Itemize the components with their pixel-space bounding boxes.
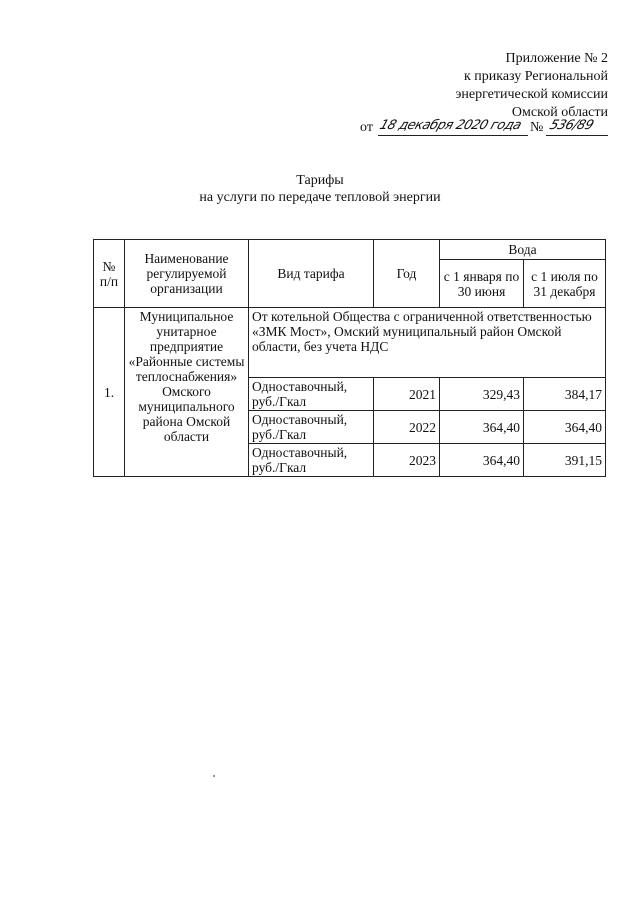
tariff-table [93,239,606,477]
header-organization: Наименование регулируемой организации [125,240,249,308]
number-underline [546,135,608,136]
scan-speck [213,775,215,777]
header-period-1: с 1 января по 30 июня [440,260,524,308]
row-number: 1. [94,308,125,477]
order-from-label: от [360,120,373,135]
header-water: Вода [440,240,606,260]
title-line: Тарифы [296,173,344,188]
year-cell: 2023 [374,444,440,477]
subtitle-line: на услуги по передаче тепловой энергии [199,190,441,205]
appendix-line: энергетической комиссии [455,87,608,102]
value-cell-h1: 364,40 [440,444,524,477]
appendix-header [308,50,608,122]
order-reference [360,118,620,140]
appendix-line: Приложение № 2 [505,51,608,66]
value-cell-h1: 329,43 [440,378,524,411]
tariff-type-cell: Одноставочный, руб./Гкал [249,411,374,444]
tariff-type-cell: Одноставочный, руб./Гкал [249,444,374,477]
header-tariff-type: Вид тарифа [249,240,374,308]
header-year: Год [374,240,440,308]
order-number-label: № [530,120,544,135]
tariff-type-cell: Одноставочный, руб./Гкал [249,378,374,411]
handwritten-number: 536/89 [547,118,596,133]
organization-name: Муниципальное унитарное предприятие «Районные системы теплоснабжения» Омского муниципального района Омской области [125,308,249,477]
date-underline [378,135,528,136]
handwritten-date: 18 декабря 2020 года [377,118,524,133]
document-title [0,172,640,206]
value-cell-h2: 384,17 [524,378,606,411]
value-cell-h2: 364,40 [524,411,606,444]
header-num: № п/п [94,240,125,308]
year-cell: 2021 [374,378,440,411]
heat-source-description: От котельной Общества с ограниченной ответственностью «ЗМК Мост», Омский муниципальный район Омской области, без учета НДС [249,308,606,378]
value-cell-h2: 391,15 [524,444,606,477]
appendix-line: Омской области [511,105,608,120]
year-cell: 2022 [374,411,440,444]
value-cell-h1: 364,40 [440,411,524,444]
appendix-line: к приказу Региональной [463,69,608,84]
header-period-2: с 1 июля по 31 декабря [524,260,606,308]
